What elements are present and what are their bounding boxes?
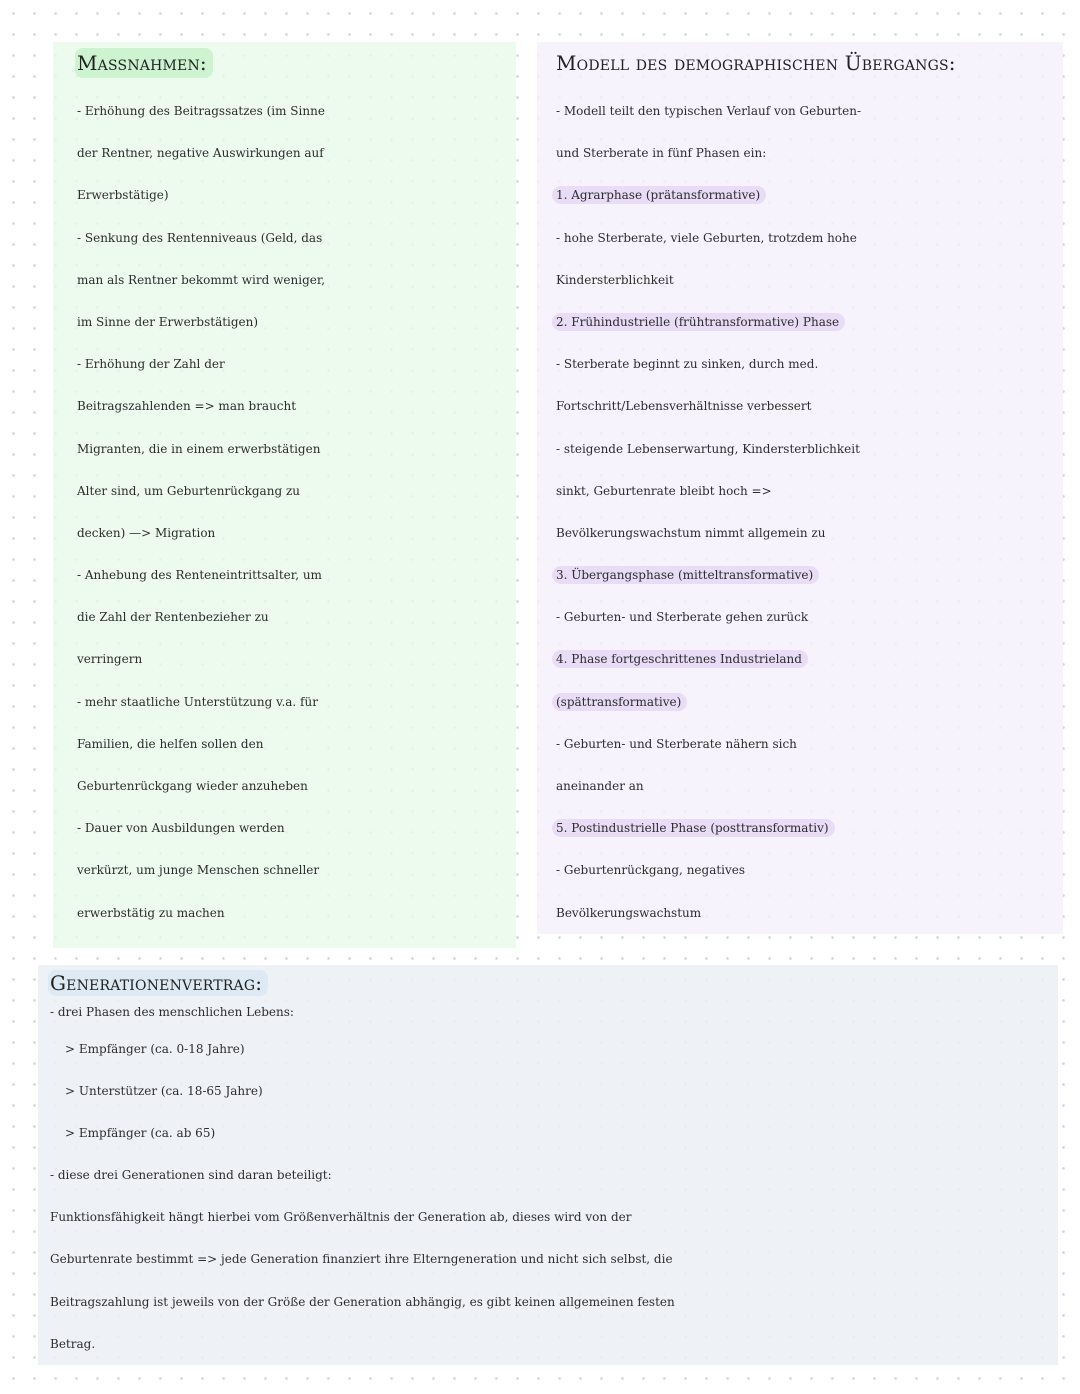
massnahmen-heading: Massnahmen:: [75, 48, 213, 78]
text-line: - Geburten- und Sterberate nähern sich: [556, 736, 797, 751]
text-line: aneinander an: [556, 779, 644, 793]
text-line: Beitragszahlenden => man braucht: [77, 399, 297, 414]
text-line: - diese drei Generationen sind daran beteiligt:: [50, 1168, 332, 1183]
text-line: - Erhöhung der Zahl der: [77, 357, 225, 372]
text-line: - Dauer von Ausbildungen werden: [77, 821, 285, 836]
massnahmen-section: [53, 42, 516, 948]
text-line: im Sinne der Erwerbstätigen): [77, 314, 259, 329]
phase-highlight: 5. Postindustrielle Phase (posttransformativ): [552, 819, 835, 837]
text-line: und Sterberate in fünf Phasen ein:: [556, 146, 767, 161]
text-line: Alter sind, um Geburtenrückgang zu: [77, 483, 300, 498]
text-line: Beitragszahlung ist jeweils von der Größe der Generation abhängig, es gibt keinen allgemeinen festen: [50, 1294, 675, 1309]
text-line: Bevölkerungswachstum: [556, 905, 702, 920]
phase-heading: [556, 174, 1063, 216]
text-line: - mehr staatliche Unterstützung v.a. für: [77, 694, 318, 709]
list-item: > Empfänger (ca. ab 65): [65, 1126, 216, 1141]
text-line: verkürzt, um junge Menschen schneller: [77, 863, 320, 878]
text-line: sinkt, Geburtenrate bleibt hoch =>: [556, 483, 772, 498]
text-line: Funktionsfähigkeit hängt hierbei vom Größenverhältnis der Generation ab, dieses wird von der: [50, 1210, 632, 1225]
text-line: decken) —> Migration: [77, 525, 216, 540]
text-line: - Geburten- und Sterberate gehen zurück: [556, 610, 809, 625]
generationenvertrag-section: [38, 965, 1058, 1365]
text-line: - Geburtenrückgang, negatives: [556, 863, 746, 878]
text-line: Geburtenrückgang wieder anzuheben: [77, 779, 308, 793]
text-line: - hohe Sterberate, viele Geburten, trotzdem hohe: [556, 230, 857, 245]
phase-highlight: 4. Phase fortgeschrittenes Industrieland: [552, 650, 808, 668]
phase-heading: [556, 301, 1063, 343]
text-line: verringern: [77, 652, 143, 667]
text-line: - Modell teilt den typischen Verlauf von Geburten-: [556, 104, 862, 118]
generationenvertrag-heading: Generationenvertrag:: [48, 970, 268, 996]
phase-highlight: (spättransformative): [552, 693, 687, 711]
phase-heading: [556, 638, 1063, 680]
phase-highlight: 3. Übergangsphase (mitteltransformative): [552, 566, 819, 584]
text-line: Bevölkerungswachstum nimmt allgemein zu: [556, 525, 826, 540]
text-line: - steigende Lebenserwartung, Kindersterblichkeit: [556, 441, 860, 456]
text-line: - drei Phasen des menschlichen Lebens:: [50, 1005, 294, 1019]
text-line: - Anhebung des Renteneintrittsalter, um: [77, 568, 322, 583]
text-line: der Rentner, negative Auswirkungen auf: [77, 146, 324, 161]
text-line: - Erhöhung des Beitragssatzes (im Sinne: [77, 104, 325, 118]
modell-text: [556, 90, 1063, 934]
text-line: - Sterberate beginnt zu sinken, durch med.: [556, 357, 819, 372]
generationenvertrag-text: [50, 996, 1058, 1365]
text-line: man als Rentner bekommt wird weniger,: [77, 272, 326, 287]
modell-heading: Modell des demographischen Übergangs:: [556, 51, 956, 75]
text-line: Erwerbstätige): [77, 188, 169, 203]
text-line: - Senkung des Rentenniveaus (Geld, das: [77, 230, 323, 245]
text-line: erwerbstätig zu machen: [77, 905, 225, 920]
massnahmen-text: [77, 90, 516, 934]
phase-highlight: 1. Agrarphase (prätansformative): [552, 186, 766, 204]
text-line: Kindersterblichkeit: [556, 272, 674, 287]
phase-heading: [556, 681, 1063, 723]
phase-heading: [556, 807, 1063, 849]
phase-highlight: 2. Frühindustrielle (frühtransformative) Phase: [552, 313, 845, 331]
list-item: > Unterstützer (ca. 18-65 Jahre): [65, 1084, 263, 1099]
text-line: die Zahl der Rentenbezieher zu: [77, 610, 269, 625]
text-line: Migranten, die in einem erwerbstätigen: [77, 441, 321, 456]
text-line: Betrag.: [50, 1336, 96, 1351]
phase-heading: [556, 554, 1063, 596]
text-line: Geburtenrate bestimmt => jede Generation finanziert ihre Elterngeneration und nicht sich selbst, die: [50, 1252, 673, 1267]
text-line: Familien, die helfen sollen den: [77, 736, 264, 751]
text-line: Fortschritt/Lebensverhältnisse verbessert: [556, 399, 812, 414]
list-item: > Empfänger (ca. 0-18 Jahre): [65, 1042, 245, 1056]
modell-section: [537, 42, 1063, 934]
